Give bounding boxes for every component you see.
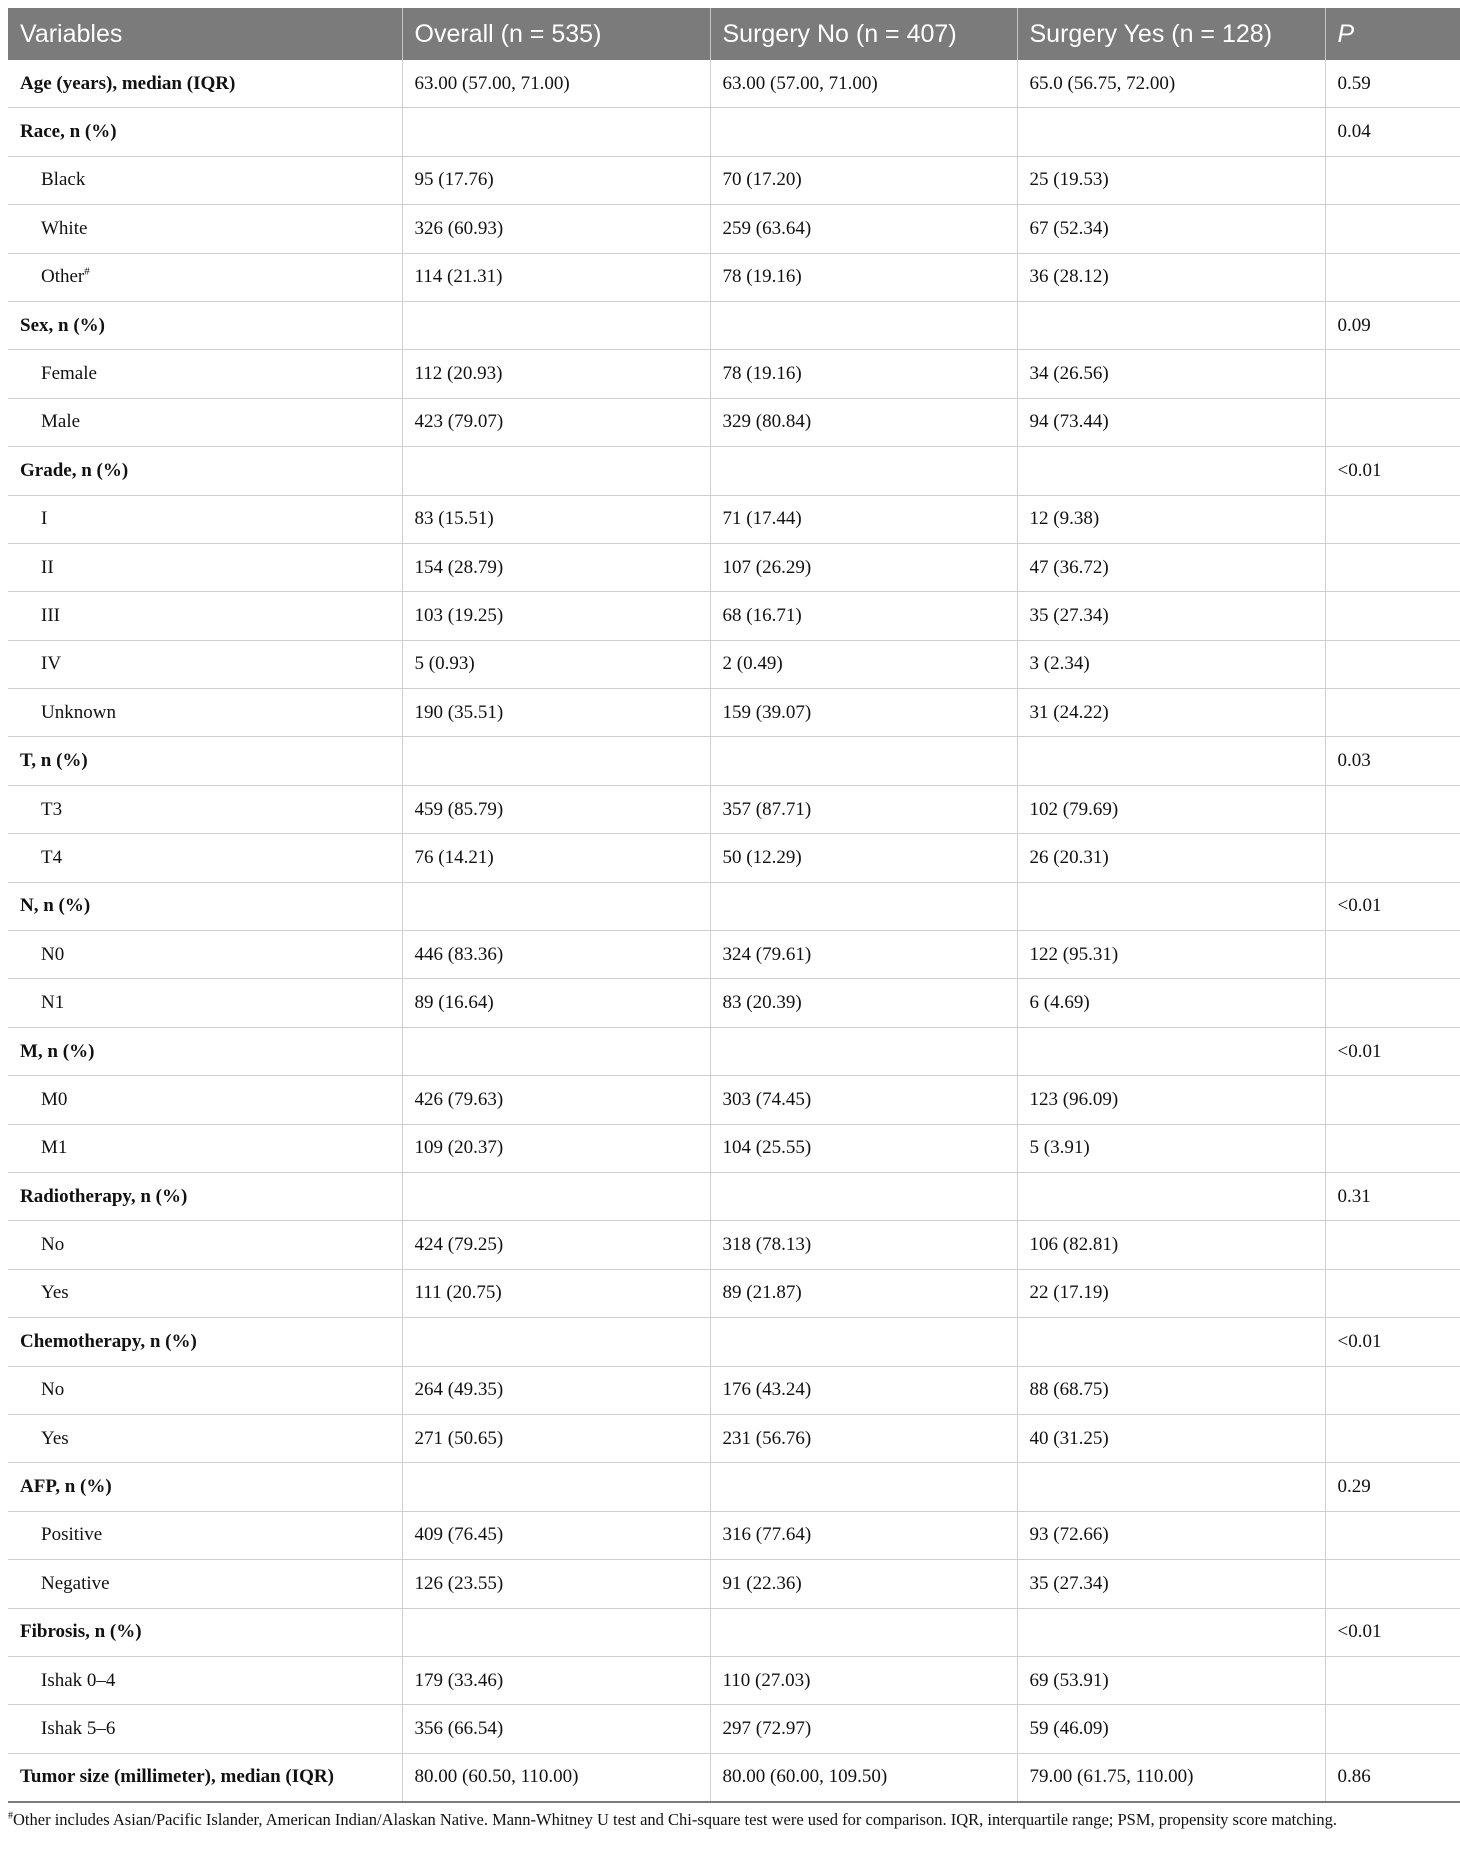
- variable-label: N0: [41, 943, 65, 965]
- cell-variable: [8, 640, 402, 688]
- table-row: [8, 979, 1460, 1027]
- cell-p-value: [1325, 979, 1460, 1027]
- cell-variable: [8, 1705, 402, 1753]
- cell-variable: [8, 1027, 402, 1075]
- cell-overall: 83 (15.51): [402, 495, 710, 543]
- variable-label: II: [41, 556, 54, 578]
- table-group-row: [8, 737, 1460, 785]
- cell-p-value: [1325, 785, 1460, 833]
- cell-surgery-no: 318 (78.13): [710, 1221, 1017, 1269]
- cell-surgery-no: 78 (19.16): [710, 350, 1017, 398]
- cell-overall: 95 (17.76): [402, 156, 710, 204]
- cell-variable: [8, 301, 402, 349]
- cell-overall: [402, 1027, 710, 1075]
- table-row: [8, 1511, 1460, 1559]
- variable-label: Chemotherapy, n (%): [20, 1330, 197, 1352]
- cell-surgery-yes: 3 (2.34): [1017, 640, 1325, 688]
- cell-surgery-yes: 47 (36.72): [1017, 543, 1325, 591]
- cell-overall: [402, 108, 710, 156]
- cell-surgery-no: 63.00 (57.00, 71.00): [710, 60, 1017, 108]
- table-row: [8, 689, 1460, 737]
- variable-label: Age (years), median (IQR): [20, 72, 236, 94]
- cell-surgery-no: 80.00 (60.00, 109.50): [710, 1753, 1017, 1802]
- cell-variable: [8, 1753, 402, 1802]
- table-header-row: [8, 8, 1460, 60]
- cell-overall: 179 (33.46): [402, 1656, 710, 1704]
- cell-overall: 103 (19.25): [402, 592, 710, 640]
- cell-overall: 446 (83.36): [402, 931, 710, 979]
- cell-variable: [8, 1221, 402, 1269]
- cell-overall: [402, 1463, 710, 1511]
- cell-overall: 114 (21.31): [402, 253, 710, 301]
- cell-surgery-no: [710, 882, 1017, 930]
- variable-label: White: [41, 217, 88, 239]
- table-group-row: [8, 108, 1460, 156]
- table-row: [8, 350, 1460, 398]
- cell-overall: 89 (16.64): [402, 979, 710, 1027]
- cell-surgery-no: [710, 1463, 1017, 1511]
- cell-surgery-no: [710, 108, 1017, 156]
- cell-surgery-yes: 40 (31.25): [1017, 1414, 1325, 1462]
- cell-surgery-no: 91 (22.36): [710, 1560, 1017, 1608]
- cell-variable: [8, 737, 402, 785]
- cell-p-value: [1325, 1221, 1460, 1269]
- variable-label: T4: [41, 846, 63, 868]
- cell-surgery-yes: 12 (9.38): [1017, 495, 1325, 543]
- variable-label: Other: [41, 266, 85, 288]
- variable-label: Race, n (%): [20, 121, 117, 143]
- variable-label: AFP, n (%): [20, 1476, 112, 1498]
- column-header-overall: Overall (n = 535): [402, 8, 710, 60]
- variable-label: IV: [41, 653, 62, 675]
- cell-surgery-yes: 25 (19.53): [1017, 156, 1325, 204]
- cell-surgery-yes: [1017, 1027, 1325, 1075]
- table-row: [8, 1076, 1460, 1124]
- table-group-row: [8, 1318, 1460, 1366]
- cell-surgery-yes: [1017, 1318, 1325, 1366]
- cell-p-value: [1325, 689, 1460, 737]
- cell-surgery-no: 110 (27.03): [710, 1656, 1017, 1704]
- cell-surgery-no: [710, 1172, 1017, 1220]
- cell-p-value: <0.01: [1325, 1318, 1460, 1366]
- cell-surgery-yes: 122 (95.31): [1017, 931, 1325, 979]
- cell-surgery-yes: 69 (53.91): [1017, 1656, 1325, 1704]
- cell-p-value: <0.01: [1325, 1608, 1460, 1656]
- cell-surgery-no: 70 (17.20): [710, 156, 1017, 204]
- cell-surgery-no: 50 (12.29): [710, 834, 1017, 882]
- variable-label: No: [41, 1234, 65, 1256]
- cell-p-value: [1325, 205, 1460, 253]
- cell-surgery-no: 297 (72.97): [710, 1705, 1017, 1753]
- variable-label: Grade, n (%): [20, 459, 129, 481]
- cell-variable: [8, 1608, 402, 1656]
- variable-label: T, n (%): [20, 750, 88, 772]
- cell-overall: 424 (79.25): [402, 1221, 710, 1269]
- cell-surgery-no: [710, 737, 1017, 785]
- cell-surgery-yes: 67 (52.34): [1017, 205, 1325, 253]
- table-row: [8, 1705, 1460, 1753]
- cell-variable: [8, 1511, 402, 1559]
- footnote-text: Other includes Asian/Pacific Islander, American Indian/Alaskan Native. Mann-Whitney U test and Chi-square test were used for comparison. IQR, interquartile range; PSM, propensity score matching.: [13, 1810, 1338, 1830]
- cell-p-value: [1325, 1656, 1460, 1704]
- table-row: [8, 834, 1460, 882]
- cell-surgery-yes: 31 (24.22): [1017, 689, 1325, 737]
- variable-label: Radiotherapy, n (%): [20, 1185, 188, 1207]
- cell-surgery-yes: [1017, 737, 1325, 785]
- cell-surgery-no: 324 (79.61): [710, 931, 1017, 979]
- variable-label: Yes: [41, 1427, 69, 1449]
- variable-label: N1: [41, 992, 65, 1014]
- variable-label: No: [41, 1379, 65, 1401]
- cell-p-value: <0.01: [1325, 1027, 1460, 1075]
- variable-label: M, n (%): [20, 1040, 95, 1062]
- table-group-row: [8, 882, 1460, 930]
- table-row: [8, 1124, 1460, 1172]
- cell-p-value: 0.04: [1325, 108, 1460, 156]
- cell-overall: [402, 1172, 710, 1220]
- cell-surgery-no: 68 (16.71): [710, 592, 1017, 640]
- cell-surgery-no: [710, 447, 1017, 495]
- cell-p-value: [1325, 398, 1460, 446]
- cell-variable: [8, 495, 402, 543]
- cell-variable: [8, 447, 402, 495]
- cell-variable: [8, 60, 402, 108]
- cell-overall: [402, 737, 710, 785]
- cell-p-value: <0.01: [1325, 882, 1460, 930]
- variable-label: Negative: [41, 1572, 110, 1594]
- table-row: [8, 1366, 1460, 1414]
- column-header-surgery-yes: Surgery Yes (n = 128): [1017, 8, 1325, 60]
- column-header-surgery-no: Surgery No (n = 407): [710, 8, 1017, 60]
- cell-surgery-no: 231 (56.76): [710, 1414, 1017, 1462]
- cell-surgery-yes: 36 (28.12): [1017, 253, 1325, 301]
- table-row: [8, 495, 1460, 543]
- cell-variable: [8, 1656, 402, 1704]
- cell-variable: [8, 1269, 402, 1317]
- cell-p-value: [1325, 1366, 1460, 1414]
- variable-label: Female: [41, 363, 97, 385]
- cell-p-value: [1325, 495, 1460, 543]
- cell-surgery-yes: 34 (26.56): [1017, 350, 1325, 398]
- table-row: [8, 1221, 1460, 1269]
- cell-surgery-yes: 5 (3.91): [1017, 1124, 1325, 1172]
- footnote-marker: #: [8, 1810, 13, 1822]
- table-group-row: [8, 1027, 1460, 1075]
- cell-variable: [8, 931, 402, 979]
- cell-variable: [8, 156, 402, 204]
- table-row: [8, 543, 1460, 591]
- cell-surgery-no: 104 (25.55): [710, 1124, 1017, 1172]
- cell-surgery-yes: [1017, 882, 1325, 930]
- variable-label: Unknown: [41, 701, 116, 723]
- cell-p-value: [1325, 1560, 1460, 1608]
- cell-surgery-yes: 123 (96.09): [1017, 1076, 1325, 1124]
- table-group-row: [8, 301, 1460, 349]
- table-group-row: [8, 60, 1460, 108]
- cell-surgery-no: 357 (87.71): [710, 785, 1017, 833]
- table-row: [8, 1269, 1460, 1317]
- cell-surgery-no: 2 (0.49): [710, 640, 1017, 688]
- cell-p-value: 0.59: [1325, 60, 1460, 108]
- variable-label: Sex, n (%): [20, 314, 105, 336]
- variable-label: Positive: [41, 1524, 103, 1546]
- cell-overall: [402, 447, 710, 495]
- cell-p-value: [1325, 1269, 1460, 1317]
- variable-label: Fibrosis, n (%): [20, 1621, 142, 1643]
- cell-surgery-no: 176 (43.24): [710, 1366, 1017, 1414]
- cell-surgery-no: 303 (74.45): [710, 1076, 1017, 1124]
- cell-variable: [8, 592, 402, 640]
- cell-surgery-no: 316 (77.64): [710, 1511, 1017, 1559]
- cell-surgery-yes: [1017, 108, 1325, 156]
- cell-overall: 76 (14.21): [402, 834, 710, 882]
- cell-overall: 190 (35.51): [402, 689, 710, 737]
- cell-surgery-yes: 6 (4.69): [1017, 979, 1325, 1027]
- variable-label: Male: [41, 411, 81, 433]
- cell-overall: 356 (66.54): [402, 1705, 710, 1753]
- cell-overall: 126 (23.55): [402, 1560, 710, 1608]
- table-row: [8, 1414, 1460, 1462]
- cell-variable: [8, 108, 402, 156]
- variable-label: T3: [41, 798, 63, 820]
- cell-variable: [8, 1318, 402, 1366]
- cell-overall: [402, 1318, 710, 1366]
- column-header-variables: Variables: [8, 8, 402, 60]
- cell-overall: 264 (49.35): [402, 1366, 710, 1414]
- cell-variable: [8, 543, 402, 591]
- cell-variable: [8, 882, 402, 930]
- cell-surgery-no: 78 (19.16): [710, 253, 1017, 301]
- cell-variable: [8, 689, 402, 737]
- cell-overall: 426 (79.63): [402, 1076, 710, 1124]
- variable-label: Ishak 0–4: [41, 1669, 116, 1691]
- cell-p-value: [1325, 592, 1460, 640]
- cell-variable: [8, 1366, 402, 1414]
- cell-variable: [8, 1076, 402, 1124]
- variable-label: Black: [41, 169, 86, 191]
- cell-surgery-no: 159 (39.07): [710, 689, 1017, 737]
- footnote-reference: #: [84, 265, 90, 278]
- column-header-p-value: P: [1325, 8, 1460, 60]
- cell-surgery-yes: 94 (73.44): [1017, 398, 1325, 446]
- cell-overall: 326 (60.93): [402, 205, 710, 253]
- cell-overall: 63.00 (57.00, 71.00): [402, 60, 710, 108]
- cell-surgery-yes: [1017, 1172, 1325, 1220]
- cell-overall: [402, 301, 710, 349]
- cell-p-value: [1325, 1124, 1460, 1172]
- cell-variable: [8, 979, 402, 1027]
- cell-overall: 111 (20.75): [402, 1269, 710, 1317]
- cell-surgery-no: 107 (26.29): [710, 543, 1017, 591]
- cell-variable: [8, 205, 402, 253]
- cell-overall: [402, 1608, 710, 1656]
- cell-surgery-no: [710, 301, 1017, 349]
- cell-p-value: 0.03: [1325, 737, 1460, 785]
- cell-surgery-yes: [1017, 447, 1325, 495]
- cell-surgery-yes: 59 (46.09): [1017, 1705, 1325, 1753]
- cell-surgery-yes: [1017, 1608, 1325, 1656]
- cell-surgery-yes: 102 (79.69): [1017, 785, 1325, 833]
- cell-p-value: [1325, 350, 1460, 398]
- cell-surgery-no: [710, 1608, 1017, 1656]
- cell-surgery-yes: 79.00 (61.75, 110.00): [1017, 1753, 1325, 1802]
- cell-p-value: [1325, 253, 1460, 301]
- variable-label: M0: [41, 1088, 68, 1110]
- cell-surgery-no: 83 (20.39): [710, 979, 1017, 1027]
- cell-p-value: [1325, 1705, 1460, 1753]
- cell-p-value: [1325, 156, 1460, 204]
- cell-overall: [402, 882, 710, 930]
- table-row: [8, 592, 1460, 640]
- baseline-characteristics-table: [8, 8, 1460, 1803]
- cell-overall: 154 (28.79): [402, 543, 710, 591]
- cell-surgery-no: [710, 1027, 1017, 1075]
- table-row: [8, 640, 1460, 688]
- cell-variable: [8, 785, 402, 833]
- cell-variable: [8, 834, 402, 882]
- cell-surgery-no: 329 (80.84): [710, 398, 1017, 446]
- variable-label: M1: [41, 1137, 68, 1159]
- cell-surgery-yes: 35 (27.34): [1017, 1560, 1325, 1608]
- cell-overall: 112 (20.93): [402, 350, 710, 398]
- cell-p-value: 0.09: [1325, 301, 1460, 349]
- cell-variable: [8, 253, 402, 301]
- table-row: [8, 785, 1460, 833]
- cell-variable: [8, 1463, 402, 1511]
- table-row: [8, 156, 1460, 204]
- table-row: [8, 1656, 1460, 1704]
- cell-variable: [8, 1560, 402, 1608]
- cell-p-value: [1325, 1414, 1460, 1462]
- cell-surgery-yes: 88 (68.75): [1017, 1366, 1325, 1414]
- cell-surgery-no: 71 (17.44): [710, 495, 1017, 543]
- table-row: [8, 398, 1460, 446]
- cell-overall: 80.00 (60.50, 110.00): [402, 1753, 710, 1802]
- cell-surgery-yes: 65.0 (56.75, 72.00): [1017, 60, 1325, 108]
- cell-p-value: [1325, 931, 1460, 979]
- cell-p-value: [1325, 640, 1460, 688]
- table-group-row: [8, 1463, 1460, 1511]
- table-row: [8, 205, 1460, 253]
- table-group-row: [8, 1172, 1460, 1220]
- table-row: [8, 253, 1460, 301]
- cell-surgery-yes: 35 (27.34): [1017, 592, 1325, 640]
- table-group-row: [8, 1608, 1460, 1656]
- table-group-row: [8, 447, 1460, 495]
- cell-surgery-yes: [1017, 301, 1325, 349]
- variable-label: Yes: [41, 1282, 69, 1304]
- table-group-row: [8, 1753, 1460, 1802]
- cell-surgery-yes: 106 (82.81): [1017, 1221, 1325, 1269]
- cell-p-value: 0.29: [1325, 1463, 1460, 1511]
- cell-surgery-no: [710, 1318, 1017, 1366]
- cell-variable: [8, 1414, 402, 1462]
- cell-p-value: [1325, 543, 1460, 591]
- cell-p-value: [1325, 1511, 1460, 1559]
- cell-p-value: 0.86: [1325, 1753, 1460, 1802]
- cell-p-value: [1325, 834, 1460, 882]
- cell-p-value: <0.01: [1325, 447, 1460, 495]
- cell-p-value: 0.31: [1325, 1172, 1460, 1220]
- variable-label: I: [41, 508, 48, 530]
- cell-surgery-yes: 22 (17.19): [1017, 1269, 1325, 1317]
- cell-surgery-no: 259 (63.64): [710, 205, 1017, 253]
- cell-surgery-yes: 26 (20.31): [1017, 834, 1325, 882]
- cell-surgery-no: 89 (21.87): [710, 1269, 1017, 1317]
- cell-overall: 271 (50.65): [402, 1414, 710, 1462]
- cell-variable: [8, 1172, 402, 1220]
- cell-overall: 459 (85.79): [402, 785, 710, 833]
- table-container: [8, 8, 1460, 1830]
- variable-label: Tumor size (millimeter), median (IQR): [20, 1766, 334, 1788]
- table-body: [8, 60, 1460, 1802]
- table-row: [8, 1560, 1460, 1608]
- variable-label: III: [41, 604, 60, 626]
- cell-surgery-yes: 93 (72.66): [1017, 1511, 1325, 1559]
- cell-surgery-yes: [1017, 1463, 1325, 1511]
- cell-variable: [8, 350, 402, 398]
- cell-overall: 109 (20.37): [402, 1124, 710, 1172]
- cell-p-value: [1325, 1076, 1460, 1124]
- table-row: [8, 931, 1460, 979]
- cell-variable: [8, 398, 402, 446]
- variable-label: Ishak 5–6: [41, 1717, 116, 1739]
- variable-label: N, n (%): [20, 895, 91, 917]
- cell-overall: 5 (0.93): [402, 640, 710, 688]
- cell-overall: 423 (79.07): [402, 398, 710, 446]
- cell-variable: [8, 1124, 402, 1172]
- table-footnote: [8, 1809, 1460, 1830]
- cell-overall: 409 (76.45): [402, 1511, 710, 1559]
